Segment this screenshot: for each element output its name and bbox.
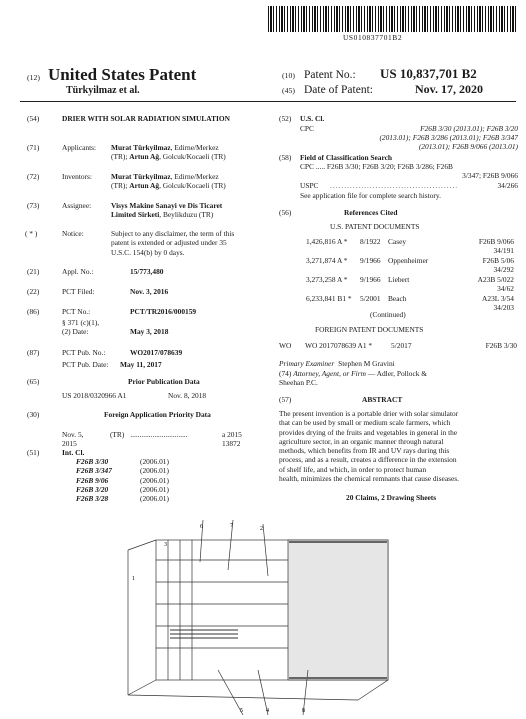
document-title: United States Patent bbox=[48, 65, 197, 84]
assignee-label: Assignee: bbox=[62, 201, 92, 210]
reference-class: 34/203 bbox=[493, 303, 514, 312]
notice-label: Notice: bbox=[62, 229, 84, 238]
prior-pub-heading: Prior Publication Data bbox=[128, 377, 200, 386]
pct-pub-date-label: PCT Pub. Date: bbox=[62, 360, 109, 369]
pct-no-label: PCT No.: bbox=[62, 307, 91, 316]
primary-examiner: Primary Examiner Stephen M Gravini bbox=[279, 359, 395, 368]
drawing-label: 1 bbox=[132, 576, 135, 582]
kind-code-12: (12) bbox=[27, 73, 40, 82]
int-cl-row: F26B 3/20 (2006.01) bbox=[76, 484, 169, 494]
notice-value: Subject to any disclaimer, the term of this patent is extended or adjusted under 35 U.S.C. 154(b) by 0 days. bbox=[111, 229, 235, 257]
section-371-date-label: (2) Date: bbox=[62, 327, 89, 336]
drawing-label: 2 bbox=[260, 526, 263, 532]
claims-count: 20 Claims, 2 Drawing Sheets bbox=[346, 493, 437, 502]
us-cl-line1: F26B 3/30 (2013.01); F26B 3/20 bbox=[420, 124, 518, 133]
abstract-line: agriculture sector, in an organic manner through natural bbox=[279, 436, 444, 446]
field-search-label: Field of Classification Search bbox=[300, 153, 393, 162]
solar-panel-section bbox=[288, 540, 388, 680]
reference-class: 34/62 bbox=[497, 284, 514, 293]
abstract-line: methods, which benefits from IR and UV rays during this bbox=[279, 446, 450, 456]
pct-no-value: PCT/TR2016/000159 bbox=[130, 307, 197, 316]
attorney-line: (74) Attorney, Agent, or Firm — Adler, Pollock & Sheehan P.C. bbox=[279, 369, 428, 388]
continued-note: (Continued) bbox=[370, 310, 406, 319]
date-of-patent: Nov. 17, 2020 bbox=[415, 82, 484, 96]
drawing-label: 4 bbox=[266, 708, 269, 714]
drawing-label: 7 bbox=[230, 523, 233, 529]
inventors-value: Murat Türkyilmaz, Edirne/Merkez (TR); Artun Ağ, Golcuk/Kocaeli (TR) bbox=[111, 172, 226, 191]
code-58: (58) bbox=[279, 153, 292, 162]
code-87: (87) bbox=[27, 348, 40, 357]
int-cl-row: F26B 3/347 (2006.01) bbox=[76, 466, 169, 476]
code-22: (22) bbox=[27, 287, 40, 296]
priority-dots: ............................... bbox=[130, 430, 188, 439]
code-65: (65) bbox=[27, 377, 40, 386]
int-cl-list bbox=[76, 457, 216, 503]
kind-code-45: (45) bbox=[282, 86, 295, 95]
title-54: DRIER WITH SOLAR RADIATION SIMULATION bbox=[62, 114, 230, 123]
code-86: (86) bbox=[27, 307, 40, 316]
pct-pub-no-value: WO2017/078639 bbox=[130, 348, 183, 357]
assignee-value: Visys Makine Sanayi ve Dis Ticaret Limited Sirketi, Beylikduzu (TR) bbox=[111, 201, 223, 220]
int-cl-row: F26B 3/28 (2006.01) bbox=[76, 494, 169, 504]
barcode-number: US010837701B2 bbox=[343, 33, 403, 42]
code-30: (30) bbox=[27, 410, 40, 419]
date-of-patent-label: Date of Patent: bbox=[304, 84, 373, 96]
field-search-cpc2: 3/347; F26B 9/066 bbox=[462, 171, 518, 180]
abstract-body bbox=[279, 409, 519, 483]
priority-country: (TR) bbox=[109, 430, 125, 439]
abstract-line: health, minimizes the chemical remnants that cause diseases. bbox=[279, 474, 459, 484]
header-rule bbox=[20, 101, 516, 102]
foreign-docs-heading: FOREIGN PATENT DOCUMENTS bbox=[315, 325, 424, 334]
drawing-label: 5 bbox=[240, 708, 243, 714]
us-cl-label: U.S. Cl. bbox=[300, 114, 325, 123]
prior-pub-number: US 2018/0320966 A1 bbox=[62, 391, 127, 400]
code-56: (56) bbox=[279, 208, 292, 217]
patent-number: US 10,837,701 B2 bbox=[380, 66, 477, 81]
int-cl-row: F26B 9/06 (2006.01) bbox=[76, 475, 169, 485]
barcode bbox=[268, 6, 516, 32]
inventor-short: Türkyilmaz et al. bbox=[66, 85, 140, 96]
drawing-label: 8 bbox=[302, 708, 305, 714]
prior-pub-date: Nov. 8, 2018 bbox=[168, 391, 207, 400]
code-71: (71) bbox=[27, 143, 40, 152]
drawing-label: 6 bbox=[200, 524, 203, 530]
section-371: § 371 (c)(1), bbox=[62, 318, 100, 327]
code-72: (72) bbox=[27, 172, 40, 181]
patent-drawing bbox=[108, 520, 438, 715]
us-patent-docs-heading: U.S. PATENT DOCUMENTS bbox=[330, 222, 420, 231]
drawing-label: 3 bbox=[164, 542, 167, 548]
us-cl-cpc-label: CPC bbox=[300, 124, 314, 133]
applicants-label: Applicants: bbox=[62, 143, 97, 152]
abstract-heading: ABSTRACT bbox=[362, 395, 403, 404]
abstract-line: of shelf life, and which, in order to protect human bbox=[279, 464, 427, 474]
code-notice: ( * ) bbox=[25, 229, 38, 238]
code-57: (57) bbox=[279, 395, 292, 404]
patent-no-label: Patent No.: bbox=[304, 69, 356, 81]
uspc-value: 34/266 bbox=[497, 181, 518, 190]
code-52: (52) bbox=[279, 114, 292, 123]
reference-class: 34/191 bbox=[493, 246, 514, 255]
code-54: (54) bbox=[27, 114, 40, 123]
pct-filed-value: Nov. 3, 2016 bbox=[130, 287, 169, 296]
abstract-line: provides drying of the fruits and vegetables in general in the bbox=[279, 427, 458, 437]
reference-row: 6,233,841 B1 * 5/2001 Beach A23L 3/54 bbox=[306, 294, 514, 303]
uspc-label: USPC bbox=[300, 181, 319, 190]
code-73: (73) bbox=[27, 201, 40, 210]
code-21: (21) bbox=[27, 267, 40, 276]
field-search-cpc1: CPC ..... F26B 3/30; F26B 3/20; F26B 3/286; F26B bbox=[300, 162, 453, 171]
pct-filed-label: PCT Filed: bbox=[62, 287, 95, 296]
code-51: (51) bbox=[27, 448, 40, 457]
section-371-date: May 3, 2018 bbox=[130, 327, 169, 336]
us-cl-line3: (2013.01); F26B 9/066 (2013.01) bbox=[418, 142, 518, 151]
references-heading: References Cited bbox=[344, 208, 398, 217]
int-cl-label: Int. Cl. bbox=[62, 448, 85, 457]
pct-pub-no-label: PCT Pub. No.: bbox=[62, 348, 106, 357]
uspc-dots: ............................................. bbox=[330, 181, 459, 190]
foreign-ref-row: WO WO 2017078639 A1 * 5/2017 F26B 3/30 bbox=[279, 341, 517, 350]
appl-no-value: 15/773,480 bbox=[130, 267, 164, 276]
priority-heading: Foreign Application Priority Data bbox=[104, 410, 211, 419]
reference-row: 1,426,816 A * 8/1922 Casey F26B 9/066 bbox=[306, 237, 514, 246]
pct-pub-date: May 11, 2017 bbox=[120, 360, 162, 369]
applicants-value: Murat Türkyilmaz, Edirne/Merkez (TR); Artun Ağ, Golcuk/Kocaeli (TR) bbox=[111, 143, 226, 162]
kind-code-10: (10) bbox=[282, 71, 295, 80]
reference-row: 3,271,874 A * 9/1966 Oppenheimer F26B 5/06 bbox=[306, 256, 514, 265]
abstract-line: process, and as a result, creates a difference in the extension bbox=[279, 455, 457, 465]
int-cl-row: F26B 3/30 (2006.01) bbox=[76, 457, 169, 466]
priority-date: Nov. 5, 2015 bbox=[62, 430, 84, 449]
reference-row: 3,273,258 A * 9/1966 Liebert A23B 5/022 bbox=[306, 275, 514, 284]
appl-no-label: Appl. No.: bbox=[62, 267, 94, 276]
abstract-line: The present invention is a portable drier with solar simulator bbox=[279, 409, 459, 418]
priority-row bbox=[62, 430, 262, 449]
abstract-line: that can be used by small or medium scale farmers, which bbox=[279, 418, 451, 428]
inventors-label: Inventors: bbox=[62, 172, 92, 181]
priority-app: a 2015 13872 bbox=[221, 430, 242, 449]
us-cl-line2: (2013.01); F26B 3/286 (2013.01); F26B 3/347 bbox=[379, 133, 518, 142]
search-history-note: See application file for complete search history. bbox=[300, 191, 441, 200]
reference-class: 34/292 bbox=[493, 265, 514, 274]
